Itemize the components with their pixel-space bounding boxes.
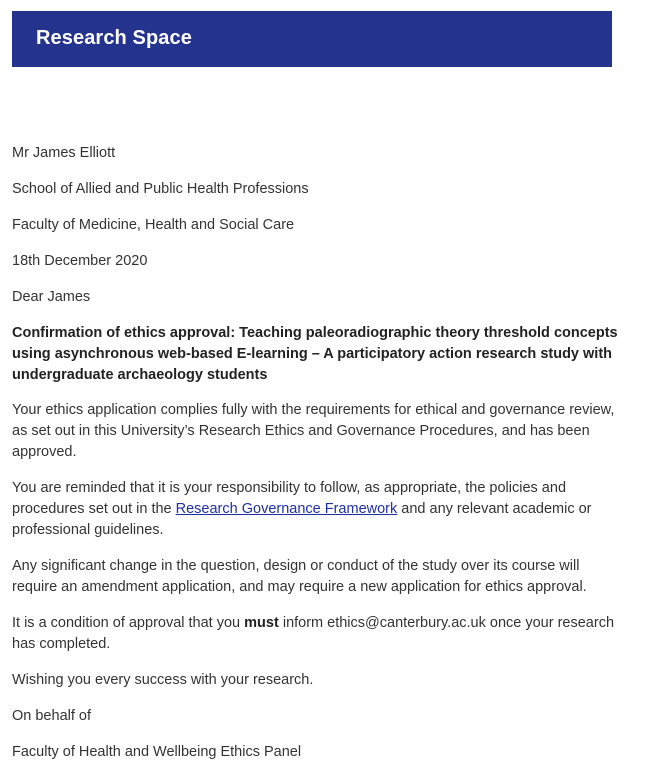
condition-emphasis: must bbox=[244, 615, 279, 631]
compliance-paragraph: Your ethics application complies fully with the requirements for ethical and governance review, as set out in this University’s Research Ethics and Governance Procedures, and has been approved. bbox=[12, 402, 615, 460]
condition-paragraph bbox=[12, 613, 620, 655]
letter-body bbox=[12, 143, 620, 778]
ethics-panel-signature: Faculty of Health and Wellbeing Ethics Panel bbox=[12, 744, 302, 760]
salutation: Dear James bbox=[12, 289, 91, 305]
site-header-banner bbox=[12, 11, 612, 67]
condition-text-start: It is a condition of approval that you bbox=[12, 615, 245, 631]
condition-text-end: inform ethics@canterbury.ac.uk once your research has completed. bbox=[12, 615, 615, 652]
reminder-text-start: You are reminded that it is your responsibility to follow, as appropriate, the policies and procedures set out in the bbox=[12, 480, 567, 517]
reminder-text-end: and any relevant academic or professional guidelines. bbox=[12, 501, 592, 538]
closing-wish: Wishing you every success with your research. bbox=[12, 672, 314, 688]
research-governance-framework-link[interactable]: Research Governance Framework bbox=[175, 501, 398, 517]
change-paragraph: Any significant change in the question, design or conduct of the study over its course will require an amendment application, and may require a new application for ethics approval. bbox=[12, 558, 587, 595]
recipient-school: School of Allied and Public Health Professions bbox=[12, 181, 309, 197]
on-behalf-of: On behalf of bbox=[12, 708, 91, 724]
recipient-name: Mr James Elliott bbox=[12, 145, 116, 161]
reminder-paragraph bbox=[12, 478, 620, 541]
recipient-faculty: Faculty of Medicine, Health and Social Care bbox=[12, 217, 295, 233]
letter-date: 18th December 2020 bbox=[12, 253, 148, 269]
letter-subject: Confirmation of ethics approval: Teaching paleoradiographic theory threshold concepts using asynchronous web-based E-learning – A participatory action research study with undergraduate archaeology students bbox=[12, 325, 618, 383]
site-title: Research Space bbox=[36, 27, 192, 49]
